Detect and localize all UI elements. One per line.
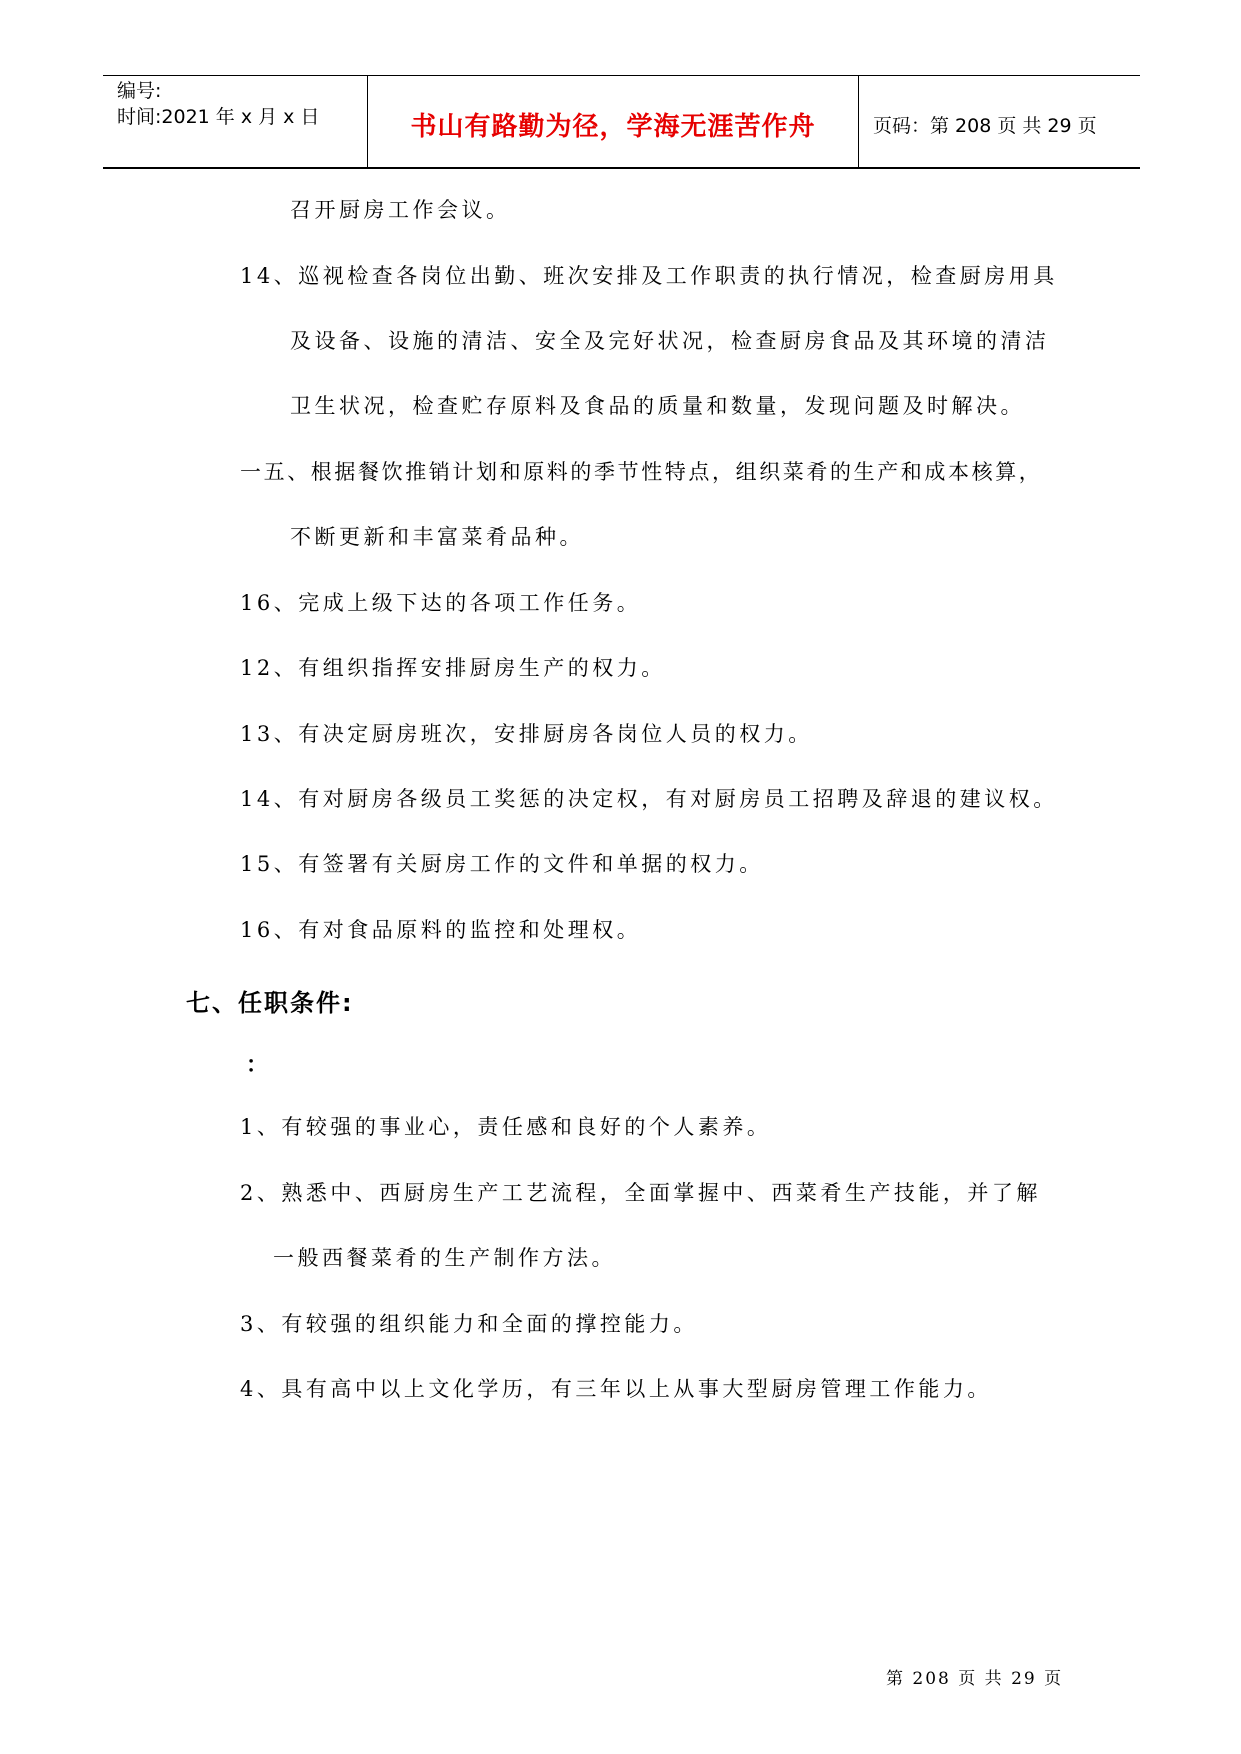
body-line: 13、有决定厨房班次，安排厨房各岗位人员的权力。	[240, 722, 813, 746]
document-number-label: 编号:	[117, 80, 162, 102]
requirement-line: 一般西餐菜肴的生产制作方法。	[273, 1246, 616, 1270]
body-line: 16、完成上级下达的各项工作任务。	[240, 591, 642, 615]
section-title: 七、任职条件:	[186, 989, 354, 1017]
header-page-label: 页码：第 208 页 共 29 页	[873, 115, 1097, 137]
header-meta	[103, 76, 368, 167]
header-motto-cell	[368, 76, 859, 167]
body-line: 一五、根据餐饮推销计划和原料的季节性特点，组织菜肴的生产和成本核算，	[240, 460, 1043, 484]
document-time-label: 时间:2021 年 x 月 x 日	[117, 106, 320, 128]
requirement-line: 2、熟悉中、西厨房生产工艺流程，全面掌握中、西菜肴生产技能，并了解	[240, 1181, 1041, 1205]
body-line: 14、有对厨房各级员工奖惩的决定权，有对厨房员工招聘及辞退的建议权。	[240, 787, 1058, 811]
body-line: 12、有组织指挥安排厨房生产的权力。	[240, 656, 666, 680]
body-line: 召开厨房工作会议。	[290, 198, 511, 222]
body-line: 15、有签署有关厨房工作的文件和单据的权力。	[240, 852, 764, 876]
body-line: 不断更新和丰富菜肴品种。	[290, 525, 584, 549]
requirement-line: 1、有较强的事业心，责任感和良好的个人素养。	[240, 1115, 772, 1139]
page-header	[103, 75, 1140, 169]
page-footer: 第 208 页 共 29 页	[886, 1669, 1064, 1689]
colon-mark: ：	[246, 1053, 269, 1078]
header-motto: 书山有路勤为径，学海无涯苦作舟	[410, 112, 816, 142]
body-line: 及设备、设施的清洁、安全及完好状况，检查厨房食品及其环境的清洁	[290, 329, 1050, 353]
body-line: 16、有对食品原料的监控和处理权。	[240, 918, 642, 942]
body-line: 卫生状况，检查贮存原料及食品的质量和数量，发现问题及时解决。	[290, 394, 1025, 418]
body-line: 14、巡视检查各岗位出勤、班次安排及工作职责的执行情况，检查厨房用具	[240, 264, 1058, 288]
requirement-line: 3、有较强的组织能力和全面的撑控能力。	[240, 1312, 698, 1336]
header-page-info	[859, 76, 1140, 167]
requirement-line: 4、具有高中以上文化学历，有三年以上从事大型厨房管理工作能力。	[240, 1377, 992, 1401]
